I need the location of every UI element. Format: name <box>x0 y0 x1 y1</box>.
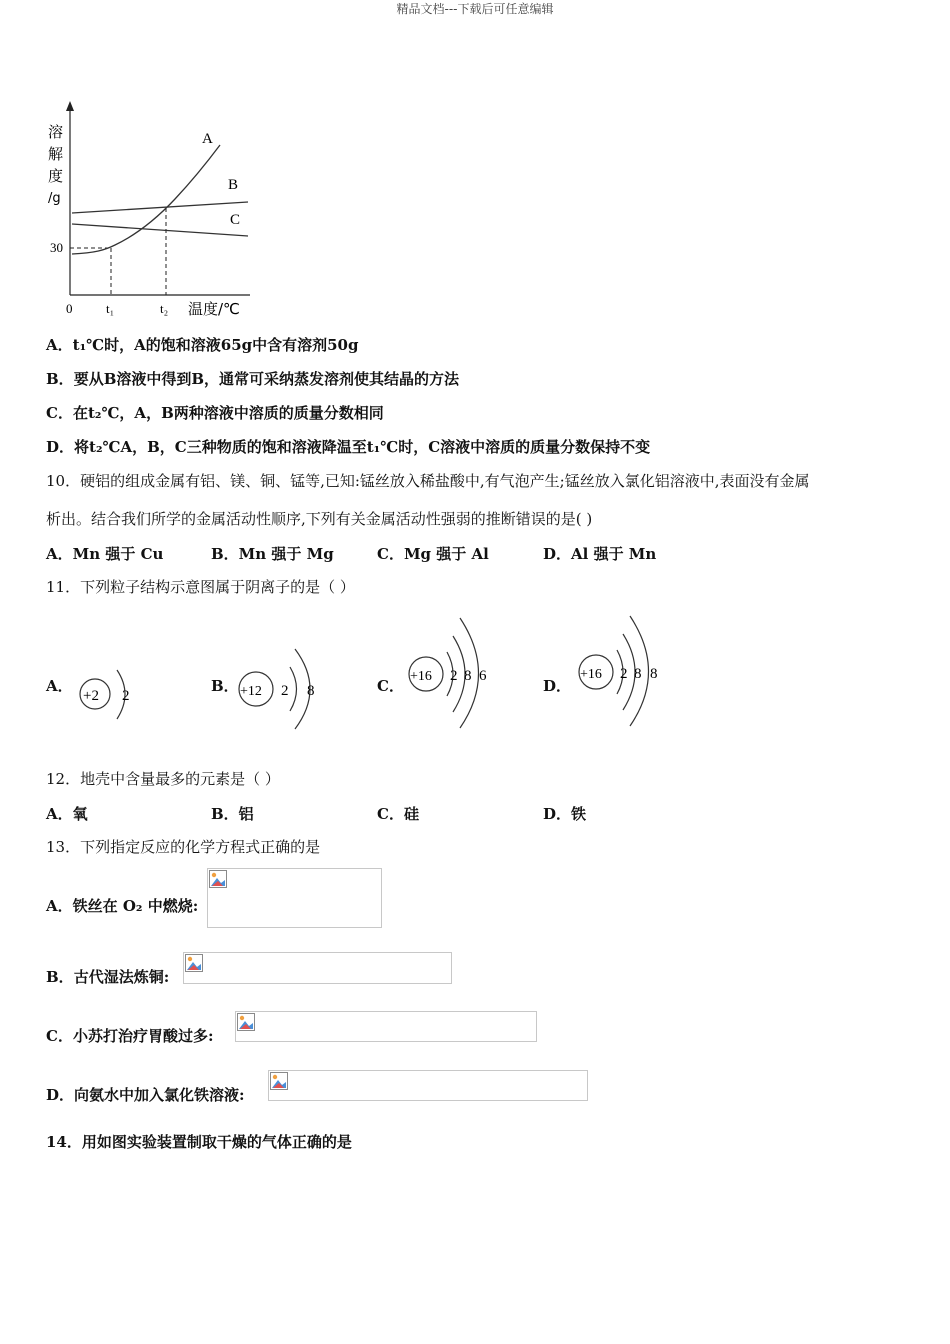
q13-option-d-equation-image <box>268 1070 588 1101</box>
series-c-line <box>72 224 248 236</box>
svg-text:2: 2 <box>281 683 289 699</box>
svg-text:+12: +12 <box>240 684 262 699</box>
svg-text:8: 8 <box>464 668 472 684</box>
q10-option-b: B．Mn 强于 Mg <box>211 545 334 563</box>
q13-option-d: D．向氨水中加入氯化铁溶液: <box>46 1086 245 1104</box>
q12-option-c: C．硅 <box>377 805 419 823</box>
ylabel-4: /g <box>48 191 61 206</box>
q11-atom-c <box>405 612 505 732</box>
series-b-line <box>72 202 248 213</box>
series-a-curve <box>72 145 220 254</box>
q13-option-b-equation-image <box>183 952 452 984</box>
origin-label: 0 <box>66 301 73 316</box>
q10-option-c: C．Mg 强于 Al <box>377 545 489 563</box>
ylabel-1: 溶 <box>48 123 64 141</box>
q13-option-c-equation-image <box>235 1011 537 1042</box>
svg-text:8: 8 <box>634 666 642 682</box>
q11-option-a-label: A． <box>46 677 73 695</box>
q11-atom-a <box>75 665 145 725</box>
q13-option-b: B．古代湿法炼铜: <box>46 968 170 986</box>
q12-stem: 12．地壳中含量最多的元素是（ ） <box>46 770 280 788</box>
q11-option-d-label: D． <box>543 677 572 695</box>
page-header: 精品文档---下载后可任意编辑 <box>396 2 554 16</box>
series-c-label: C <box>230 212 241 228</box>
series-a-label: A <box>202 131 213 147</box>
q11-atom-d <box>575 612 675 732</box>
ylabel-3: 度 <box>48 167 64 185</box>
q9-option-d: D．将t₂℃A，B，C三种物质的饱和溶液降温至t₁℃时，C溶液中溶质的质量分数保持不变 <box>46 438 651 456</box>
ytick-30: 30 <box>50 240 63 255</box>
svg-text:8: 8 <box>307 683 315 699</box>
q13-option-a-equation-image <box>207 868 382 928</box>
q11-option-b-label: B． <box>211 677 239 695</box>
q11-atom-b <box>235 645 325 735</box>
xlabel: 温度/℃ <box>188 300 240 318</box>
xtick-t2: t₂ <box>160 301 169 316</box>
svg-text:+16: +16 <box>410 669 432 684</box>
svg-text:6: 6 <box>479 668 487 684</box>
broken-image-icon <box>237 1013 255 1031</box>
xtick-t1: t₁ <box>106 301 115 316</box>
broken-image-icon <box>209 870 227 888</box>
solubility-chart <box>40 95 260 330</box>
svg-text:+2: +2 <box>83 688 99 704</box>
q10-stem-line1: 10．硬铝的组成金属有铝、镁、铜、锰等,已知:锰丝放入稀盐酸中,有气泡产生;锰丝放入氯化铝溶液中,表面没有金属 <box>46 472 810 490</box>
q10-option-d: D．Al 强于 Mn <box>543 545 657 563</box>
q10-stem-line2: 析出。结合我们所学的金属活动性顺序,下列有关金属活动性强弱的推断错误的是( ) <box>46 510 593 528</box>
broken-image-icon <box>185 954 203 972</box>
q12-option-d: D．铁 <box>543 805 587 823</box>
q12-option-b: B．铝 <box>211 805 254 823</box>
q9-option-a: A．t₁℃时，A的饱和溶液65g中含有溶剂50g <box>46 336 359 354</box>
q11-option-c-label: C． <box>377 677 404 695</box>
ylabel-2: 解 <box>48 145 64 163</box>
svg-text:8: 8 <box>650 666 658 682</box>
svg-text:2: 2 <box>620 666 628 682</box>
q9-option-b: B．要从B溶液中得到B，通常可采纳蒸发溶剂使其结晶的方法 <box>46 370 460 388</box>
q13-option-a: A．铁丝在 O₂ 中燃烧: <box>46 897 199 915</box>
broken-image-icon <box>270 1072 288 1090</box>
svg-text:2: 2 <box>450 668 458 684</box>
q11-stem: 11．下列粒子结构示意图属于阴离子的是（ ） <box>46 578 355 596</box>
q10-option-a: A．Mn 强于 Cu <box>46 545 164 563</box>
q13-stem: 13．下列指定反应的化学方程式正确的是 <box>46 838 321 856</box>
q13-option-c: C．小苏打治疗胃酸过多: <box>46 1027 214 1045</box>
q9-option-c: C．在t₂℃，A，B两种溶液中溶质的质量分数相同 <box>46 404 384 422</box>
y-axis-arrow <box>66 101 74 111</box>
svg-text:2: 2 <box>122 688 130 704</box>
q14-stem: 14．用如图实验装置制取干燥的气体正确的是 <box>46 1133 352 1151</box>
q12-option-a: A．氧 <box>46 805 88 823</box>
series-b-label: B <box>228 177 239 193</box>
svg-text:+16: +16 <box>580 667 602 682</box>
